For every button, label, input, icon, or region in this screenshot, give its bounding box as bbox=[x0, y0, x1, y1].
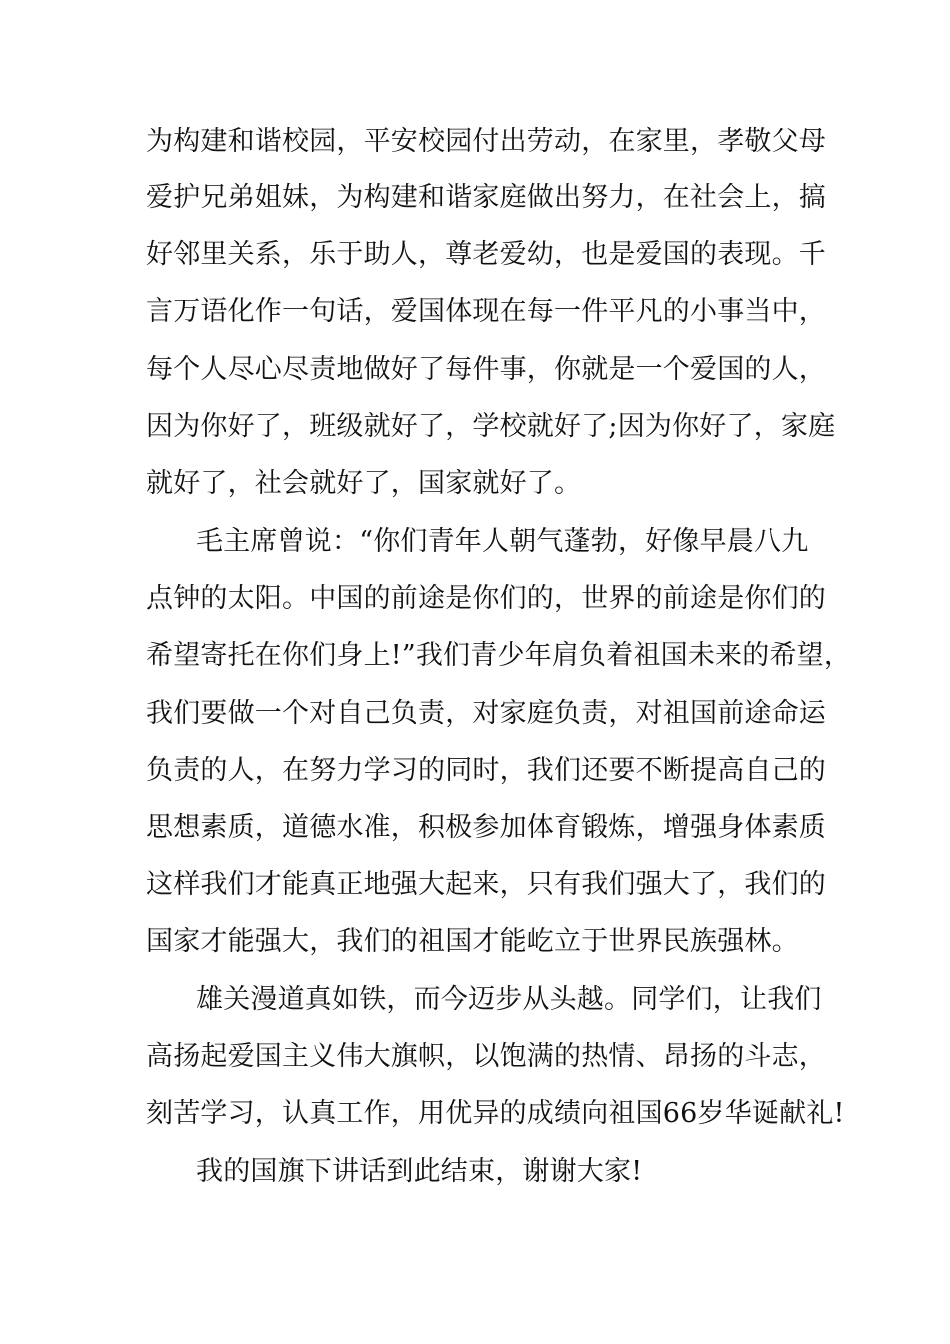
paragraph-line: 言万语化作一句话，爱国体现在每一件平凡的小事当中， bbox=[146, 296, 826, 327]
paragraph-line: 负责的人，在努力学习的同时，我们还要不断提高自己的 bbox=[146, 755, 826, 786]
closing-line: 我的国旗下讲话到此结束，谢谢大家! bbox=[196, 1156, 643, 1187]
paragraph-line: 因为你好了，班级就好了，学校就好了;因为你好了，家庭 bbox=[146, 411, 836, 442]
paragraph-line: 刻苦学习，认真工作，用优异的成绩向祖国66岁华诞献礼! bbox=[146, 1098, 845, 1129]
paragraph-line: 国家才能强大，我们的祖国才能屹立于世界民族强林。 bbox=[146, 926, 799, 957]
paragraph-line: 毛主席曾说：“你们青年人朝气蓬勃，好像早晨八九 bbox=[196, 526, 809, 557]
paragraph-line: 爱护兄弟姐妹，为构建和谐家庭做出努力，在社会上，搞 bbox=[146, 182, 826, 213]
paragraph-line: 希望寄托在你们身上!”我们青少年肩负着祖国未来的希望， bbox=[146, 640, 852, 671]
paragraph-line: 雄关漫道真如铁，而今迈步从头越。同学们，让我们 bbox=[196, 984, 822, 1015]
paragraph-line: 就好了，社会就好了，国家就好了。 bbox=[146, 468, 582, 499]
paragraph-line: 点钟的太阳。中国的前途是你们的，世界的前途是你们的 bbox=[146, 583, 826, 614]
paragraph-line: 为构建和谐校园，平安校园付出劳动，在家里，孝敬父母 bbox=[146, 126, 826, 157]
paragraph-line: 我们要做一个对自己负责，对家庭负责，对祖国前途命运 bbox=[146, 698, 826, 729]
paragraph-line: 好邻里关系，乐于助人，尊老爱幼，也是爱国的表现。千 bbox=[146, 239, 826, 270]
paragraph-line: 这样我们才能真正地强大起来，只有我们强大了，我们的 bbox=[146, 869, 826, 900]
paragraph-line: 高扬起爱国主义伟大旗帜，以饱满的热情、昂扬的斗志， bbox=[146, 1041, 826, 1072]
paragraph-line: 思想素质，道德水准，积极参加体育锻炼，增强身体素质 bbox=[146, 812, 826, 843]
paragraph-line: 每个人尽心尽责地做好了每件事，你就是一个爱国的人， bbox=[146, 354, 826, 385]
